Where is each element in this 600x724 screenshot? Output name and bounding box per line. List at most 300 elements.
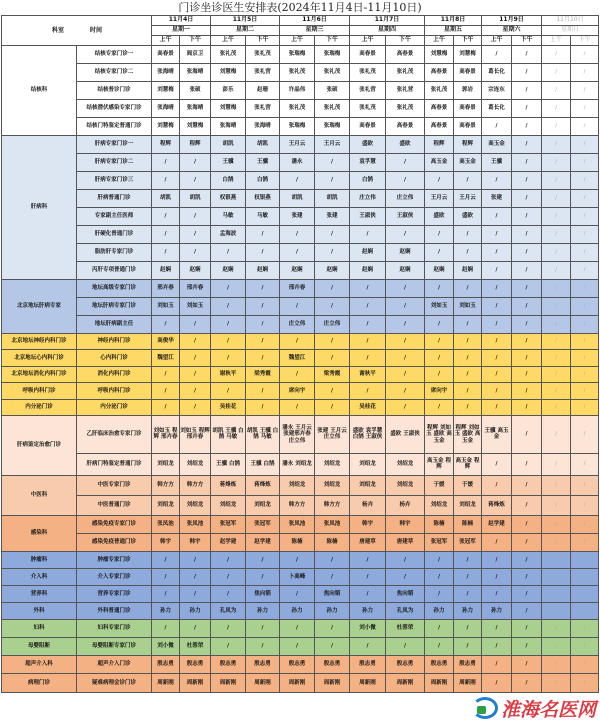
doctor-cell: / xyxy=(425,551,454,568)
doctor-cell: 张礼茂 xyxy=(386,100,425,118)
doctor-cell: 谢秋平 xyxy=(211,366,246,382)
doctor-cell: / xyxy=(280,399,315,415)
doctor-cell: / xyxy=(542,475,571,495)
doctor-cell: 刘慧梅 xyxy=(152,118,180,136)
doctor-cell: 蒋烽炼 xyxy=(211,475,246,495)
doctor-cell: 刘如玉 xyxy=(425,298,454,316)
doctor-cell: / xyxy=(571,226,599,244)
doctor-cell: 孙力 xyxy=(246,602,280,619)
doctor-cell: / xyxy=(512,136,542,154)
doctor-cell: 高春景 xyxy=(454,64,482,82)
doctor-cell: / xyxy=(482,674,512,693)
department-cell: 北京地坛消化内科门诊 xyxy=(2,366,77,382)
doctor-cell: 陈楠 xyxy=(425,515,454,533)
doctor-cell: 胡凯 xyxy=(280,190,315,208)
doctor-cell: / xyxy=(482,619,512,637)
doctor-cell: / xyxy=(512,118,542,136)
doctor-cell: / xyxy=(482,208,512,226)
doctor-cell: / xyxy=(542,244,571,262)
department-cell: 呼吸内科门诊 xyxy=(2,383,77,399)
doctor-cell: / xyxy=(571,533,599,551)
doctor-cell: 赵娴 xyxy=(180,262,211,280)
doctor-cell: 王骥 白鹄 xyxy=(246,453,280,475)
doctor-cell: 张凤池 xyxy=(180,515,211,533)
date-header: 11月6日 xyxy=(280,16,350,26)
doctor-cell: 赵娴 xyxy=(280,262,315,280)
doctor-cell: 杜蓉荣 xyxy=(386,619,425,637)
doctor-cell: 张瑞梅 xyxy=(280,46,315,64)
doctor-cell: 唐建草 xyxy=(386,533,425,551)
doctor-cell: / xyxy=(180,226,211,244)
doctor-cell: / xyxy=(571,316,599,334)
doctor-cell: 王骥 白鹄 xyxy=(211,453,246,475)
doctor-cell: 权银燕 xyxy=(211,190,246,208)
clinic-cell: 内分泌门诊 xyxy=(77,399,152,415)
clinic-cell: 感染免疫普通门诊 xyxy=(77,533,152,551)
doctor-cell: / xyxy=(350,350,386,366)
doctor-cell: / xyxy=(482,399,512,415)
doctor-cell: 张硕 xyxy=(315,82,350,100)
doctor-cell: 张礼茂 xyxy=(246,46,280,64)
doctor-cell: / xyxy=(246,619,280,637)
doctor-cell: / xyxy=(180,585,211,602)
doctor-cell: / xyxy=(542,316,571,334)
doctor-cell: 邢卉春 xyxy=(152,280,180,298)
doctor-cell: 刘绍龙 xyxy=(246,495,280,515)
doctor-cell: 殷志勇 xyxy=(454,655,482,674)
doctor-cell: 赵娴 xyxy=(211,262,246,280)
doctor-cell: 刘小微 xyxy=(152,637,180,655)
doctor-cell: 王骥 xyxy=(482,154,512,172)
doctor-cell: / xyxy=(315,399,350,415)
doctor-cell: 陈楠 xyxy=(315,533,350,551)
department-cell: 北京地坛肝病专家 xyxy=(2,280,77,334)
doctor-cell: / xyxy=(512,334,542,350)
department-cell: 母婴阻断 xyxy=(2,637,77,655)
doctor-cell: / xyxy=(152,619,180,637)
doctor-cell: / xyxy=(280,585,315,602)
doctor-cell: / xyxy=(386,298,425,316)
doctor-cell: 张礼茂 xyxy=(386,64,425,82)
doctor-cell: 刘慧梅 xyxy=(152,82,180,100)
doctor-cell: 张礼茂 xyxy=(280,100,315,118)
doctor-cell: 高俊华 xyxy=(152,334,180,350)
doctor-cell: 周新刚 xyxy=(152,674,180,693)
doctor-cell: 焦向韬 xyxy=(386,585,425,602)
doctor-cell: 孟海波 xyxy=(211,226,246,244)
doctor-cell: / xyxy=(211,350,246,366)
doctor-cell: / xyxy=(542,118,571,136)
doctor-cell: 刘如玉 xyxy=(454,298,482,316)
doctor-cell: / xyxy=(211,334,246,350)
doctor-cell: / xyxy=(571,619,599,637)
doctor-cell: / xyxy=(482,533,512,551)
am-header: 上午 xyxy=(280,36,315,46)
doctor-cell: / xyxy=(246,637,280,655)
doctor-cell: / xyxy=(482,298,512,316)
doctor-cell: 张硕 xyxy=(180,82,211,100)
doctor-cell: 刘绍龙 xyxy=(180,495,211,515)
doctor-cell: 王月云 xyxy=(315,136,350,154)
doctor-cell: 刘如玉 xyxy=(152,298,180,316)
date-header: 11月7日 xyxy=(350,16,425,26)
doctor-cell: / xyxy=(512,551,542,568)
doctor-cell: 张海晴 xyxy=(152,64,180,82)
time-label: 时间 xyxy=(90,27,103,34)
doctor-cell: / xyxy=(211,551,246,568)
clinic-cell: 肝硬化普通门诊 xyxy=(77,226,152,244)
doctor-cell: / xyxy=(246,350,280,366)
doctor-cell: / xyxy=(425,334,454,350)
date-header: 11月4日 xyxy=(152,16,211,26)
doctor-cell: 刘慧梅 xyxy=(425,46,454,64)
weekday-header: 星期三 xyxy=(280,26,350,36)
doctor-cell: / xyxy=(152,208,180,226)
doctor-cell: 孙力 xyxy=(180,602,211,619)
doctor-cell: / xyxy=(512,46,542,64)
doctor-cell: 张礼茂 xyxy=(315,64,350,82)
doctor-cell: 高玉金 程辉 xyxy=(425,453,454,475)
doctor-cell: 张瑞梅 xyxy=(315,46,350,64)
doctor-cell: / xyxy=(454,551,482,568)
doctor-cell: / xyxy=(571,585,599,602)
doctor-cell: / xyxy=(211,585,246,602)
doctor-cell: 郭岩 xyxy=(454,82,482,100)
doctor-cell: 韩方方 xyxy=(180,475,211,495)
doctor-cell: 赵娴 xyxy=(152,262,180,280)
doctor-cell: / xyxy=(571,674,599,693)
clinic-cell: 呼吸内科门诊 xyxy=(77,383,152,399)
doctor-cell: 刘绍龙 xyxy=(454,495,482,515)
doctor-cell: 陈楠 xyxy=(454,515,482,533)
table-row xyxy=(2,280,599,298)
doctor-cell: / xyxy=(315,226,350,244)
doctor-cell: / xyxy=(571,475,599,495)
doctor-cell: 张建 xyxy=(482,190,512,208)
doctor-cell: / xyxy=(350,585,386,602)
doctor-cell: 张礼茂 xyxy=(315,100,350,118)
doctor-cell: / xyxy=(542,154,571,172)
table-row xyxy=(2,453,599,475)
watermark xyxy=(0,693,600,724)
doctor-cell: / xyxy=(246,280,280,298)
doctor-cell: 张建 王月云庄立伟 xyxy=(315,415,350,453)
doctor-cell: / xyxy=(315,551,350,568)
department-cell: 结核科 xyxy=(2,46,77,136)
doctor-cell: / xyxy=(386,334,425,350)
doctor-cell: 周新刚 xyxy=(315,674,350,693)
table-row xyxy=(2,568,599,585)
doctor-cell: 王淑侠 xyxy=(386,208,425,226)
clinic-cell: 肝病普通门诊 xyxy=(77,190,152,208)
doctor-cell: / xyxy=(512,568,542,585)
doctor-cell: / xyxy=(211,568,246,585)
doctor-cell: 邢卉春 xyxy=(180,280,211,298)
clinic-cell: 介入专家门诊 xyxy=(77,568,152,585)
doctor-cell: 袁孚慧 xyxy=(350,154,386,172)
doctor-cell: / xyxy=(152,568,180,585)
doctor-cell: 盛欧 xyxy=(386,136,425,154)
doctor-cell: / xyxy=(512,453,542,475)
doctor-cell: / xyxy=(315,568,350,585)
doctor-cell: 张礼营 xyxy=(246,64,280,82)
doctor-cell: 殷志勇 xyxy=(280,655,315,674)
doctor-cell: / xyxy=(246,226,280,244)
doctor-cell: / xyxy=(425,226,454,244)
doctor-cell: 胡凯 xyxy=(180,190,211,208)
doctor-cell: / xyxy=(571,453,599,475)
doctor-cell: 刘绍龙 xyxy=(425,495,454,515)
doctor-cell: 殷志勇 xyxy=(386,655,425,674)
doctor-cell: 韩宇 xyxy=(350,515,386,533)
doctor-cell: 于媛 xyxy=(454,475,482,495)
clinic-cell: 专家副主任医师 xyxy=(77,208,152,226)
doctor-cell: / xyxy=(512,298,542,316)
doctor-cell: / xyxy=(280,334,315,350)
doctor-cell: 殷志勇 xyxy=(315,655,350,674)
doctor-cell: / xyxy=(211,298,246,316)
doctor-cell: / xyxy=(246,244,280,262)
doctor-cell: 刘慧梅 xyxy=(454,46,482,64)
doctor-cell: 梁秀霞 xyxy=(246,366,280,382)
doctor-cell: / xyxy=(542,399,571,415)
dept-label: 科室 xyxy=(52,27,65,34)
doctor-cell: / xyxy=(571,415,599,453)
doctor-cell: 高春景 xyxy=(454,118,482,136)
doctor-cell: 卜高峰 xyxy=(280,568,315,585)
doctor-cell: 王月云 xyxy=(454,190,482,208)
department-cell: 介入科 xyxy=(2,568,77,585)
doctor-cell: 盛欧 xyxy=(425,208,454,226)
doctor-cell: 张海晴 xyxy=(211,118,246,136)
doctor-cell: 高春景 xyxy=(425,100,454,118)
doctor-cell: 张海晴 xyxy=(246,118,280,136)
doctor-cell: / xyxy=(280,551,315,568)
doctor-cell: 孙力 xyxy=(315,602,350,619)
doctor-cell: 潘永 刘绍龙 xyxy=(280,453,315,475)
table-row xyxy=(2,585,599,602)
doctor-cell: 于媛 xyxy=(425,475,454,495)
doctor-cell: / xyxy=(571,172,599,190)
department-cell: 内分泌门诊 xyxy=(2,399,77,415)
doctor-cell: / xyxy=(542,515,571,533)
weekday-header: 星期六 xyxy=(482,26,542,36)
doctor-cell: 王骥 xyxy=(246,154,280,172)
doctor-cell: 孙力 xyxy=(152,602,180,619)
doctor-cell: 陈楠 xyxy=(280,533,315,551)
doctor-cell: / xyxy=(152,244,180,262)
doctor-cell: / xyxy=(425,619,454,637)
doctor-cell: 魏望江 xyxy=(152,350,180,366)
doctor-cell: 刘绍龙 xyxy=(315,475,350,495)
doctor-cell: 高春景 xyxy=(350,46,386,64)
doctor-cell: / xyxy=(211,244,246,262)
doctor-cell: / xyxy=(571,383,599,399)
doctor-cell: 许晶伟 xyxy=(280,82,315,100)
doctor-cell: / xyxy=(425,350,454,366)
doctor-cell: 胡凯 xyxy=(152,190,180,208)
doctor-cell: / xyxy=(454,280,482,298)
doctor-cell: 周新刚 xyxy=(350,674,386,693)
clinic-cell: 脂肪肝专家门诊 xyxy=(77,244,152,262)
doctor-cell: / xyxy=(542,298,571,316)
doctor-cell: 蒋烽炼 xyxy=(482,495,512,515)
doctor-cell: / xyxy=(571,366,599,382)
doctor-cell: / xyxy=(512,208,542,226)
doctor-cell: 刘绍龙 xyxy=(315,453,350,475)
doctor-cell: 高春景 xyxy=(386,118,425,136)
doctor-cell: / xyxy=(571,64,599,82)
doctor-cell: 周新刚 xyxy=(246,674,280,693)
pm-header: 下午 xyxy=(512,36,542,46)
doctor-cell: / xyxy=(386,383,425,399)
am-header: 上午 xyxy=(152,36,180,46)
doctor-cell: / xyxy=(280,366,315,382)
doctor-cell: 赵娴 xyxy=(246,262,280,280)
doctor-cell: / xyxy=(211,316,246,334)
doctor-cell: / xyxy=(482,551,512,568)
doctor-cell: / xyxy=(571,280,599,298)
doctor-cell: / xyxy=(571,208,599,226)
clinic-cell: 神经内科门诊 xyxy=(77,334,152,350)
doctor-cell: / xyxy=(152,154,180,172)
table-row xyxy=(2,298,599,316)
site-logo-icon xyxy=(472,697,498,719)
doctor-cell: / xyxy=(315,244,350,262)
clinic-cell: 肝病专家门诊一 xyxy=(77,136,152,154)
doctor-cell: / xyxy=(211,383,246,399)
department-cell: 外科 xyxy=(2,602,77,619)
doctor-cell: / xyxy=(482,453,512,475)
doctor-cell: 张礼茂 xyxy=(350,64,386,82)
doctor-cell: 殷志勇 xyxy=(180,655,211,674)
department-cell: 肿瘤科 xyxy=(2,551,77,568)
weekday-header: 星期五 xyxy=(425,26,482,36)
doctor-cell: 赵娴 xyxy=(315,262,350,280)
doctor-cell: 张凤池 xyxy=(280,515,315,533)
doctor-cell: 韩方方 xyxy=(280,495,315,515)
doctor-cell: / xyxy=(512,637,542,655)
table-row xyxy=(2,495,599,515)
doctor-cell: 王月云 xyxy=(425,190,454,208)
doctor-cell: / xyxy=(180,399,211,415)
doctor-cell: / xyxy=(315,334,350,350)
doctor-cell: 张凤池 xyxy=(152,515,180,533)
doctor-cell: 程辉 刘如玉 盛欧 高玉金 xyxy=(425,415,454,453)
doctor-cell: / xyxy=(512,655,542,674)
doctor-cell: / xyxy=(571,515,599,533)
clinic-cell: 心内科门诊 xyxy=(77,350,152,366)
doctor-cell: / xyxy=(512,602,542,619)
table-row xyxy=(2,64,599,82)
weekday-header: 星期四 xyxy=(350,26,425,36)
doctor-cell: 王淑侠 xyxy=(350,208,386,226)
doctor-cell: 胡凯 王骥 白鹄 马敏 xyxy=(246,415,280,453)
date-header: 11月8日 xyxy=(425,16,482,26)
doctor-cell: 刘如玉 程辉 邢卉春 xyxy=(152,415,180,453)
doctor-cell: / xyxy=(386,551,425,568)
clinic-cell: 超声介入门诊 xyxy=(77,655,152,674)
doctor-cell: / xyxy=(512,350,542,366)
doctor-cell: 张礼茂 xyxy=(211,46,246,64)
am-header: 上午 xyxy=(350,36,386,46)
doctor-cell: 吴桂花 xyxy=(350,399,386,415)
doctor-cell: / xyxy=(571,495,599,515)
doctor-cell: 刘绍龙 xyxy=(152,453,180,475)
doctor-cell: / xyxy=(386,280,425,298)
doctor-cell: / xyxy=(386,350,425,366)
doctor-cell: / xyxy=(180,568,211,585)
doctor-cell: 韩宇 xyxy=(180,533,211,551)
doctor-cell: / xyxy=(542,136,571,154)
am-header: 上午 xyxy=(542,36,571,46)
doctor-cell: / xyxy=(512,64,542,82)
doctor-cell: / xyxy=(180,383,211,399)
doctor-cell: / xyxy=(454,383,482,399)
doctor-cell: 韩方方 xyxy=(152,475,180,495)
doctor-cell: 赵学建 xyxy=(482,515,512,533)
clinic-cell: 消化内科门诊 xyxy=(77,366,152,382)
doctor-cell: 张海晴 xyxy=(180,64,211,82)
weekday-header: 星期二 xyxy=(211,26,280,36)
doctor-cell: 胡凯 xyxy=(211,136,246,154)
doctor-cell: 盛欧 王淑侠 xyxy=(386,415,425,453)
doctor-cell: / xyxy=(425,637,454,655)
table-row xyxy=(2,533,599,551)
doctor-cell: / xyxy=(246,316,280,334)
pm-header: 下午 xyxy=(246,36,280,46)
doctor-cell: / xyxy=(542,383,571,399)
doctor-cell: / xyxy=(571,82,599,100)
doctor-cell: / xyxy=(571,637,599,655)
doctor-cell: / xyxy=(454,244,482,262)
doctor-cell: 盛欧 xyxy=(350,136,386,154)
department-cell: 感染科 xyxy=(2,515,77,551)
doctor-cell: 刘绍龙 xyxy=(180,453,211,475)
doctor-cell: / xyxy=(542,82,571,100)
doctor-cell: 张冠军 xyxy=(246,515,280,533)
pm-header: 下午 xyxy=(315,36,350,46)
doctor-cell: / xyxy=(542,172,571,190)
clinic-cell: 疑难病理会诊门诊 xyxy=(77,674,152,693)
doctor-cell: 殷志勇 xyxy=(350,655,386,674)
doctor-cell: / xyxy=(571,244,599,262)
doctor-cell: / xyxy=(180,172,211,190)
clinic-cell: 肝病门特鉴定普通门诊 xyxy=(77,453,152,475)
table-row xyxy=(2,334,599,350)
doctor-cell: 赵娴 xyxy=(386,244,425,262)
doctor-cell: / xyxy=(482,383,512,399)
doctor-cell: 张海晴 xyxy=(152,100,180,118)
doctor-cell: 张瑞梅 xyxy=(315,118,350,136)
doctor-cell: 潘永 王月云 张建邢卉春 庄立伟 xyxy=(280,415,315,453)
doctor-cell: 殷志勇 xyxy=(246,655,280,674)
doctor-cell: / xyxy=(512,190,542,208)
doctor-cell: / xyxy=(180,154,211,172)
doctor-cell: / xyxy=(386,637,425,655)
doctor-cell: / xyxy=(454,637,482,655)
doctor-cell: / xyxy=(211,637,246,655)
doctor-cell: / xyxy=(571,190,599,208)
doctor-cell: / xyxy=(152,316,180,334)
doctor-cell: 张瑞梅 xyxy=(280,118,315,136)
doctor-cell: 高玉金 程辉 xyxy=(454,453,482,475)
doctor-cell: / xyxy=(180,366,211,382)
doctor-cell: / xyxy=(482,568,512,585)
doctor-cell: 邢卉春 xyxy=(280,280,315,298)
doctor-cell: / xyxy=(152,383,180,399)
doctor-cell: / xyxy=(512,280,542,298)
